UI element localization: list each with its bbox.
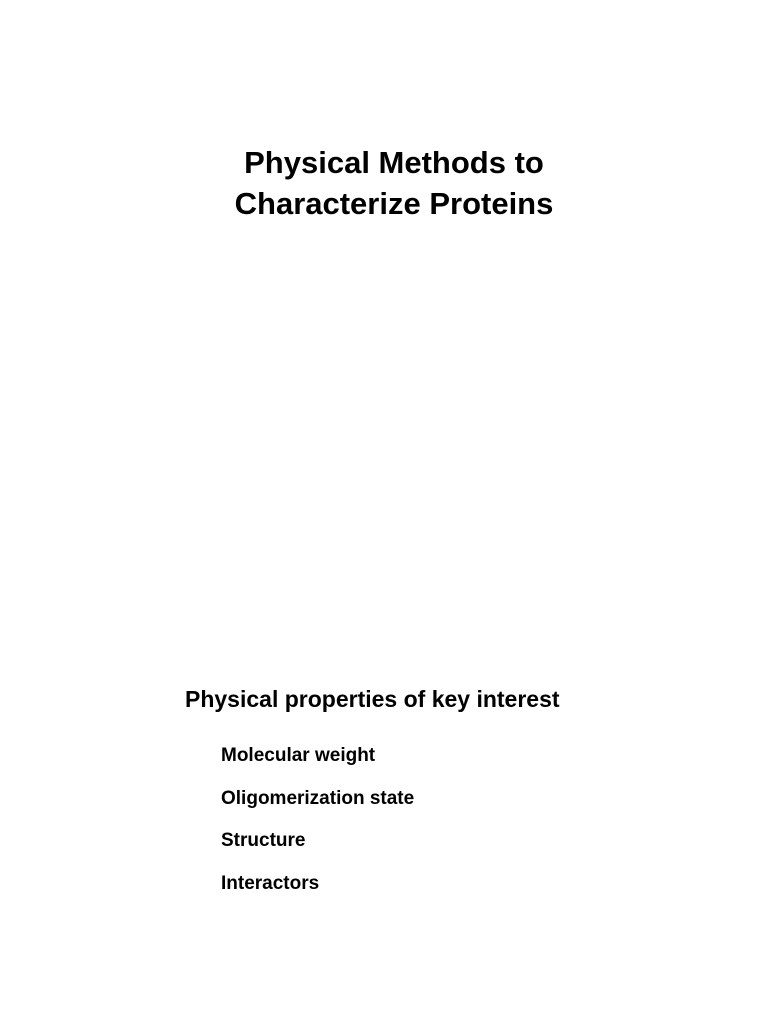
property-item-structure: Structure	[221, 830, 306, 851]
title-line-2: Characterize Proteins	[234, 186, 554, 221]
page-title	[0, 142, 768, 224]
property-item-interactors: Interactors	[221, 872, 320, 894]
property-list	[221, 746, 414, 894]
section-heading: Physical properties of key interest	[185, 686, 560, 712]
property-item-oligomerization-state: Oligomerization state	[221, 787, 415, 809]
property-item-molecular-weight: Molecular weight	[221, 745, 376, 766]
title-line-1: Physical Methods to	[244, 145, 544, 180]
